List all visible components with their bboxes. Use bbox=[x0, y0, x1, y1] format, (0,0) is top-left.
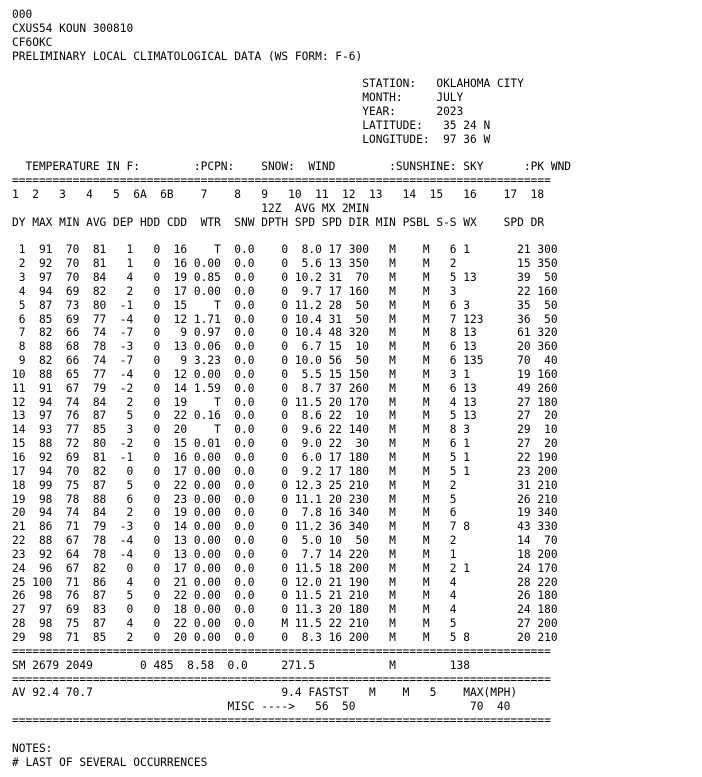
day-row: 20 94 74 84 2 0 19 0.00 0.0 0 7.8 16 340 M M 6 19 340 bbox=[12, 506, 558, 520]
separator-line: ================================================================================ bbox=[12, 644, 551, 658]
sum-row: SM 2679 2049 0 485 8.58 0.0 271.5 M 138 bbox=[12, 658, 471, 672]
report-title: PRELIMINARY LOCAL CLIMATOLOGICAL DATA (WS FORM: F-6) bbox=[12, 49, 363, 63]
day-row: 22 88 67 78 -4 0 13 0.00 0.0 0 5.0 10 50 M M 2 14 70 bbox=[12, 534, 558, 548]
station-line: STATION: OKLAHOMA CITY bbox=[12, 77, 524, 91]
misc-row: MISC ----> 56 50 70 40 bbox=[12, 700, 511, 714]
day-row: 8 88 68 78 -3 0 13 0.06 0.0 0 6.7 15 10 M M 6 13 20 360 bbox=[12, 340, 558, 354]
day-row: 14 93 77 85 3 0 20 T 0.0 0 9.6 22 140 M M 8 3 29 10 bbox=[12, 423, 558, 437]
column-subheader: 12Z AVG MX 2MIN bbox=[12, 201, 369, 215]
day-row: 17 94 70 82 0 0 17 0.00 0.0 0 9.2 17 180 M M 5 1 23 200 bbox=[12, 464, 558, 478]
notes-item: # LAST OF SEVERAL OCCURRENCES bbox=[12, 755, 208, 769]
average-row: AV 92.4 70.7 9.4 FASTST M M 5 MAX(MPH) bbox=[12, 686, 518, 700]
report-header-line: 000 bbox=[12, 8, 33, 21]
climate-report bbox=[12, 8, 571, 769]
blank-line bbox=[12, 146, 571, 160]
day-row: 6 85 69 77 -4 0 12 1.71 0.0 0 10.4 31 50 M M 7 123 36 50 bbox=[12, 312, 558, 326]
separator-line: ================================================================================ bbox=[12, 672, 551, 686]
day-row: 27 97 69 83 0 0 18 0.00 0.0 0 11.3 20 180 M M 4 24 180 bbox=[12, 603, 558, 617]
day-row: 26 98 76 87 5 0 22 0.00 0.0 0 11.5 21 210 M M 4 26 180 bbox=[12, 589, 558, 603]
blank-line bbox=[12, 728, 571, 742]
year-line: YEAR: 2023 bbox=[12, 104, 464, 118]
day-row: 4 94 69 82 2 0 17 0.00 0.0 0 9.7 17 160 M M 3 22 160 bbox=[12, 284, 558, 298]
day-row: 2 92 70 81 1 0 16 0.00 0.0 0 5.6 13 350 M M 2 15 350 bbox=[12, 257, 558, 271]
longitude-line: LONGITUDE: 97 36 W bbox=[12, 132, 491, 146]
day-row: 7 82 66 74 -7 0 9 0.97 0.0 0 10.4 48 320 M M 8 13 61 320 bbox=[12, 326, 558, 340]
column-label-header: DY MAX MIN AVG DEP HDD CDD WTR SNW DPTH SPD SPD DIR MIN PSBL S-S WX SPD DR bbox=[12, 215, 545, 229]
day-row: 23 92 64 78 -4 0 13 0.00 0.0 0 7.7 14 220 M M 1 18 200 bbox=[12, 547, 558, 561]
daily-rows bbox=[12, 243, 571, 644]
day-row: 9 82 66 74 -7 0 9 3.23 0.0 0 10.0 56 50 M M 6 135 70 40 bbox=[12, 354, 558, 368]
day-row: 15 88 72 80 -2 0 15 0.01 0.0 0 9.0 22 30 M M 6 1 27 20 bbox=[12, 437, 558, 451]
day-row: 24 96 67 82 0 0 17 0.00 0.0 0 11.5 18 200 M M 2 1 24 170 bbox=[12, 561, 558, 575]
day-row: 16 92 69 81 -1 0 16 0.00 0.0 0 6.0 17 180 M M 5 1 22 190 bbox=[12, 451, 558, 464]
day-row: 11 91 67 79 -2 0 14 1.59 0.0 0 8.7 37 260 M M 6 13 49 260 bbox=[12, 381, 558, 395]
column-number-header: 1 2 3 4 5 6A 6B 7 8 9 10 11 12 13 14 15 16 17 18 bbox=[12, 187, 545, 201]
month-line: MONTH: JULY bbox=[12, 91, 464, 105]
day-row: 28 98 75 87 4 0 22 0.00 0.0 M 11.5 22 210 M M 5 27 200 bbox=[12, 617, 558, 631]
day-row: 5 87 73 80 -1 0 15 T 0.0 0 11.2 28 50 M M 6 3 35 50 bbox=[12, 298, 558, 312]
day-row: 25 100 71 86 4 0 21 0.00 0.0 0 12.0 21 190 M M 4 28 220 bbox=[12, 575, 558, 589]
day-row: 29 98 71 85 2 0 20 0.00 0.0 0 8.3 16 200 M M 5 8 20 210 bbox=[12, 630, 558, 644]
report-header-line: CF6OKC bbox=[12, 35, 53, 49]
latitude-line: LATITUDE: 35 24 N bbox=[12, 118, 491, 132]
day-row: 1 91 70 81 1 0 16 T 0.0 0 8.0 17 300 M M 6 1 21 300 bbox=[12, 243, 558, 257]
day-row: 10 88 65 77 -4 0 12 0.00 0.0 0 5.5 15 150 M M 3 1 19 160 bbox=[12, 367, 558, 381]
blank-line bbox=[12, 63, 571, 77]
day-row: 19 98 78 88 6 0 23 0.00 0.0 0 11.1 20 230 M M 5 26 210 bbox=[12, 492, 558, 506]
day-row: 12 94 74 84 2 0 19 T 0.0 0 11.5 20 170 M M 4 13 27 180 bbox=[12, 395, 558, 409]
separator-line: ================================================================================ bbox=[12, 174, 551, 188]
day-row: 3 97 70 84 4 0 19 0.85 0.0 0 10.2 31 70 M M 5 13 39 50 bbox=[12, 271, 558, 285]
day-row: 13 97 76 87 5 0 22 0.16 0.0 0 8.6 22 10 M M 5 13 27 20 bbox=[12, 409, 558, 423]
day-row: 18 99 75 87 5 0 22 0.00 0.0 0 12.3 25 210 M M 2 31 210 bbox=[12, 478, 558, 492]
blank-line bbox=[12, 230, 571, 244]
report-header-line: CXUS54 KOUN 300810 bbox=[12, 21, 134, 35]
notes-heading: NOTES: bbox=[12, 741, 53, 755]
day-row: 21 86 71 79 -3 0 14 0.00 0.0 0 11.2 36 340 M M 7 8 43 330 bbox=[12, 520, 558, 534]
column-group-header: TEMPERATURE IN F: :PCPN: SNOW: WIND :SUNSHINE: SKY :PK WND bbox=[12, 160, 572, 174]
separator-line: ================================================================================ bbox=[12, 714, 551, 728]
